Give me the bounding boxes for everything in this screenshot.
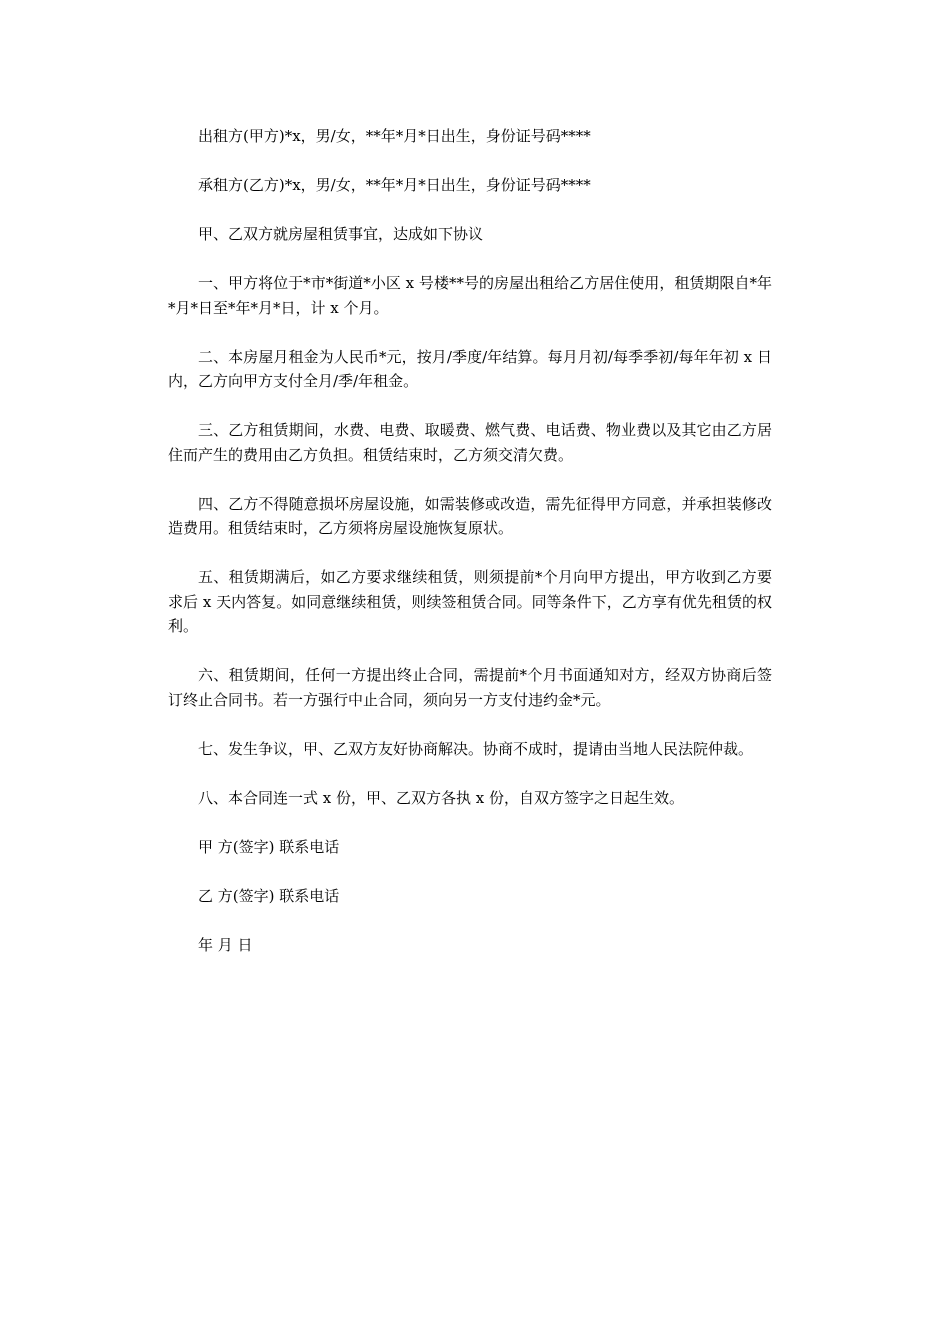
lessor-info: 出租方(甲方)*x，男/女，**年*月*日出生，身份证号码**** xyxy=(198,127,591,145)
clause-3: 三、乙方租赁期间，水费、电费、取暖费、燃气费、电话费、物业费以及其它由乙方居住而产生的费用由乙方负担。租赁结束时，乙方须交清欠费。 xyxy=(168,421,772,464)
clause-5: 五、租赁期满后，如乙方要求继续租赁，则须提前*个月向甲方提出，甲方收到乙方要求后 x 天内答复。如同意继续租赁，则续签租赁合同。同等条件下，乙方享有优先租赁的权利。 xyxy=(168,568,772,635)
clause-2: 二、本房屋月租金为人民币*元，按月/季度/年结算。每月月初/每季季初/每年年初 x 日内，乙方向甲方支付全月/季/年租金。 xyxy=(168,347,772,390)
clause-8: 八、本合同连一式 x 份，甲、乙双方各执 x 份，自双方签字之日起生效。 xyxy=(198,788,684,807)
lessee-info: 承租方(乙方)*x，男/女，**年*月*日出生，身份证号码**** xyxy=(198,176,591,194)
signing-date: 年 月 日 xyxy=(198,935,253,954)
clause-1: 一、甲方将位于*市*街道*小区 x 号楼**号的房屋出租给乙方居住使用，租赁期限自*年*月*日至*年*月*日，计 x 个月。 xyxy=(168,274,772,317)
clause-4: 四、乙方不得随意损坏房屋设施，如需装修或改造，需先征得甲方同意，并承担装修改造费用。租赁结束时，乙方须将房屋设施恢复原状。 xyxy=(168,494,772,537)
party-a-signature: 甲 方(签字) 联系电话 xyxy=(198,837,340,856)
agreement-intro: 甲、乙双方就房屋租赁事宜，达成如下协议 xyxy=(198,225,484,243)
clause-6: 六、租赁期间，任何一方提出终止合同，需提前*个月书面通知对方，经双方协商后签订终止合同书。若一方强行中止合同，须向另一方支付违约金*元。 xyxy=(168,666,772,709)
contract-document xyxy=(168,124,772,982)
clause-7: 七、发生争议，甲、乙双方友好协商解决。协商不成时，提请由当地人民法院仲裁。 xyxy=(198,739,754,758)
party-b-signature: 乙 方(签字) 联系电话 xyxy=(198,886,340,905)
